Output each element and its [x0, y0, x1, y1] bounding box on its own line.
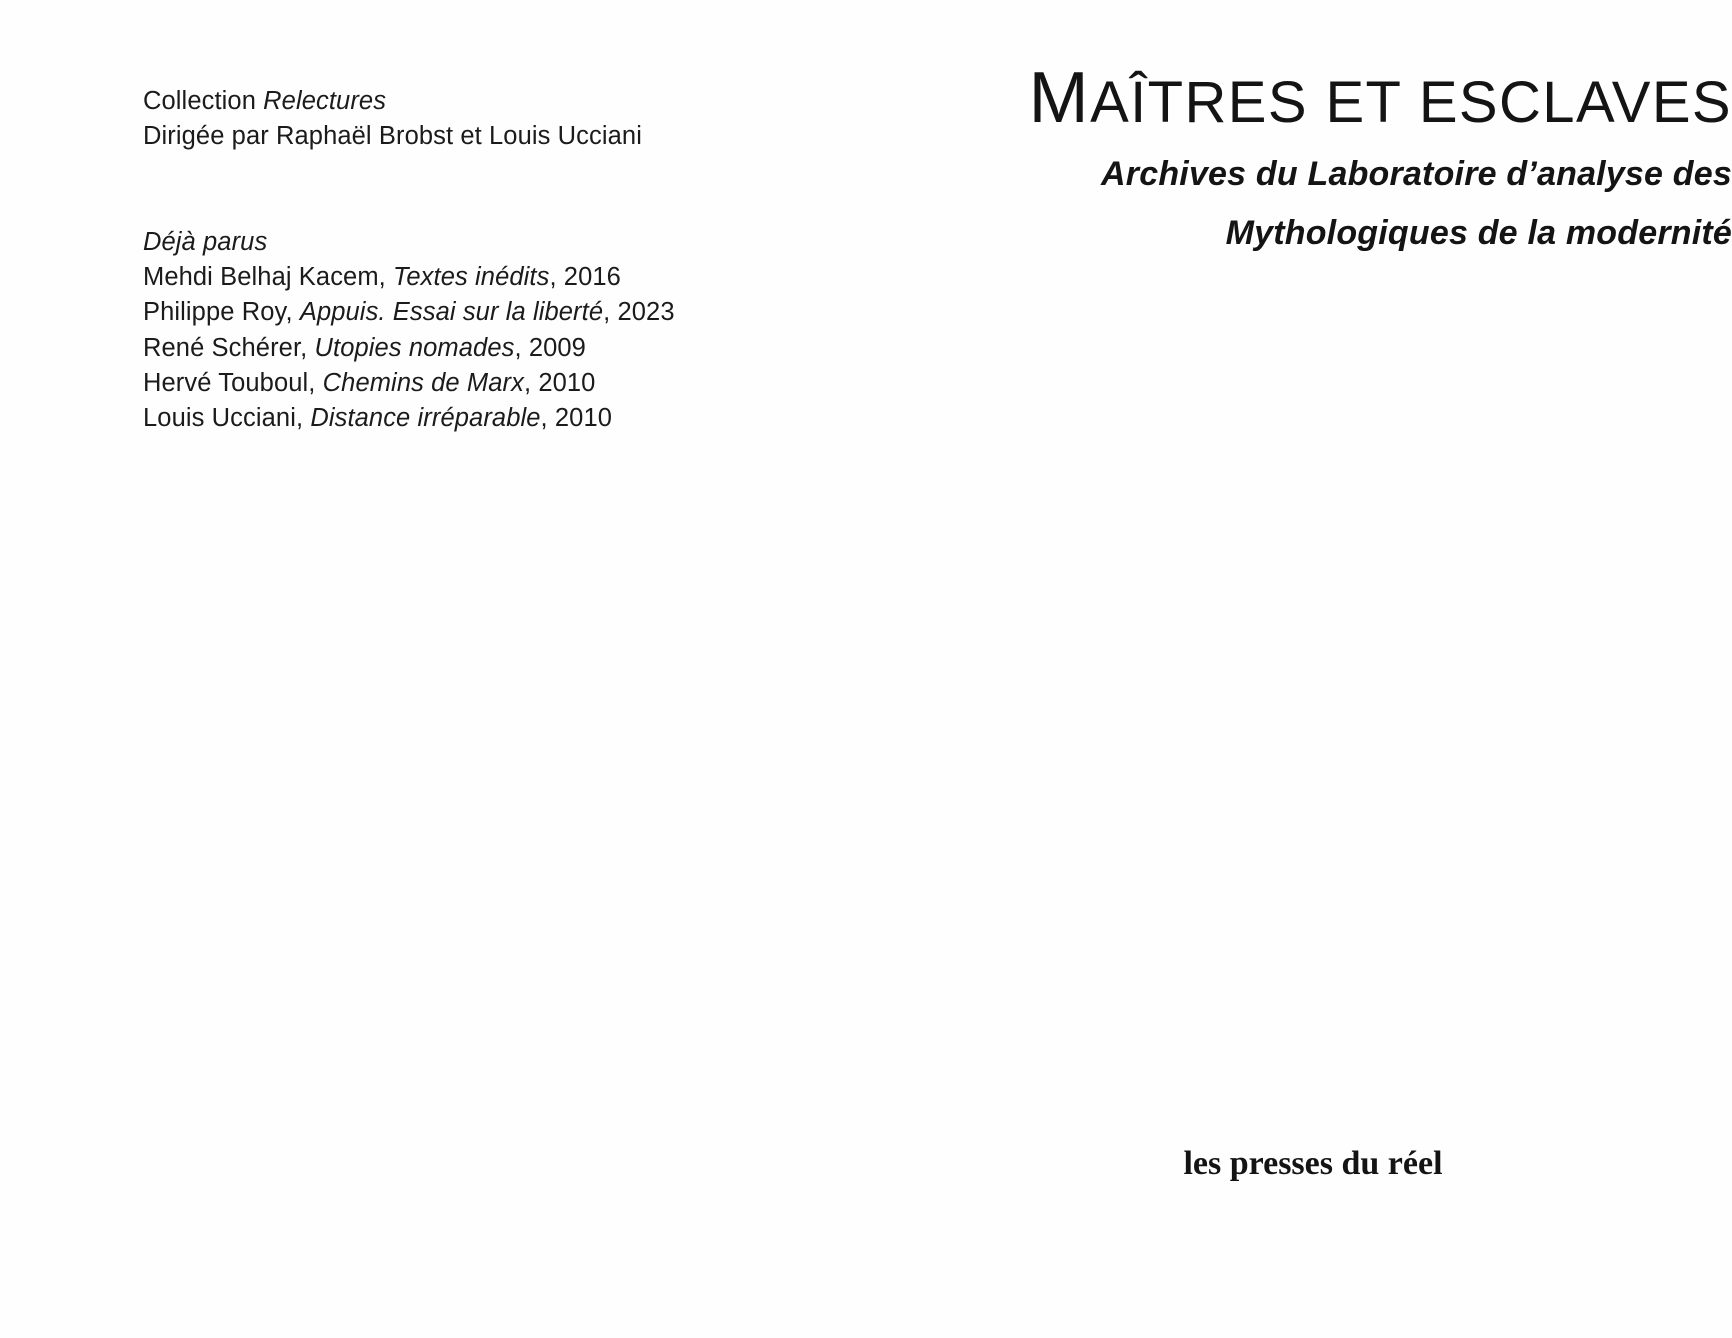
title-block — [1012, 58, 1732, 259]
entry-author: Louis Ucciani, — [143, 403, 311, 432]
entry-year: , 2010 — [540, 403, 613, 432]
list-item — [143, 401, 843, 436]
publisher-logo: les presses du réel — [1183, 1145, 1443, 1182]
entry-year: , 2016 — [549, 263, 621, 292]
entry-year: , 2023 — [603, 298, 675, 327]
entry-title: Chemins de Marx — [322, 368, 524, 397]
page-subtitle — [1012, 148, 1732, 259]
list-item — [143, 331, 843, 366]
entry-author: Mehdi Belhaj Kacem, — [143, 263, 394, 292]
list-item — [143, 260, 843, 295]
page-title — [1012, 58, 1732, 138]
entry-year: , 2009 — [514, 333, 586, 362]
entry-title: Utopies nomades — [314, 333, 515, 362]
collection-name: Relectures — [263, 87, 387, 115]
subtitle-line-1: Archives du Laboratoire d’analyse des — [1101, 154, 1732, 193]
already-published-heading: Déjà parus — [143, 228, 268, 256]
entry-author: Hervé Touboul, — [143, 368, 323, 397]
recto-page — [866, 0, 1732, 1338]
entry-year: , 2010 — [523, 368, 596, 397]
title-initial: M — [1028, 58, 1091, 138]
list-item — [143, 295, 843, 330]
title-rest: AÎTRES ET ESCLAVES — [1090, 70, 1732, 135]
subtitle-line-2: Mythologiques de la modernité — [1225, 213, 1732, 252]
list-item — [143, 366, 843, 401]
collection-block — [143, 84, 783, 154]
collection-label: Collection — [143, 87, 264, 115]
collection-directors: Dirigée par Raphaël Brobst et Louis Ucciani — [143, 122, 642, 151]
collection-line — [143, 84, 783, 119]
entry-title: Distance irréparable — [310, 403, 541, 432]
entry-title: Textes inédits — [393, 263, 550, 292]
entry-author: Philippe Roy, — [143, 298, 300, 327]
entry-author: René Schérer, — [143, 333, 315, 362]
already-published-block — [143, 225, 843, 436]
entry-title: Appuis. Essai sur la liberté — [299, 298, 604, 327]
